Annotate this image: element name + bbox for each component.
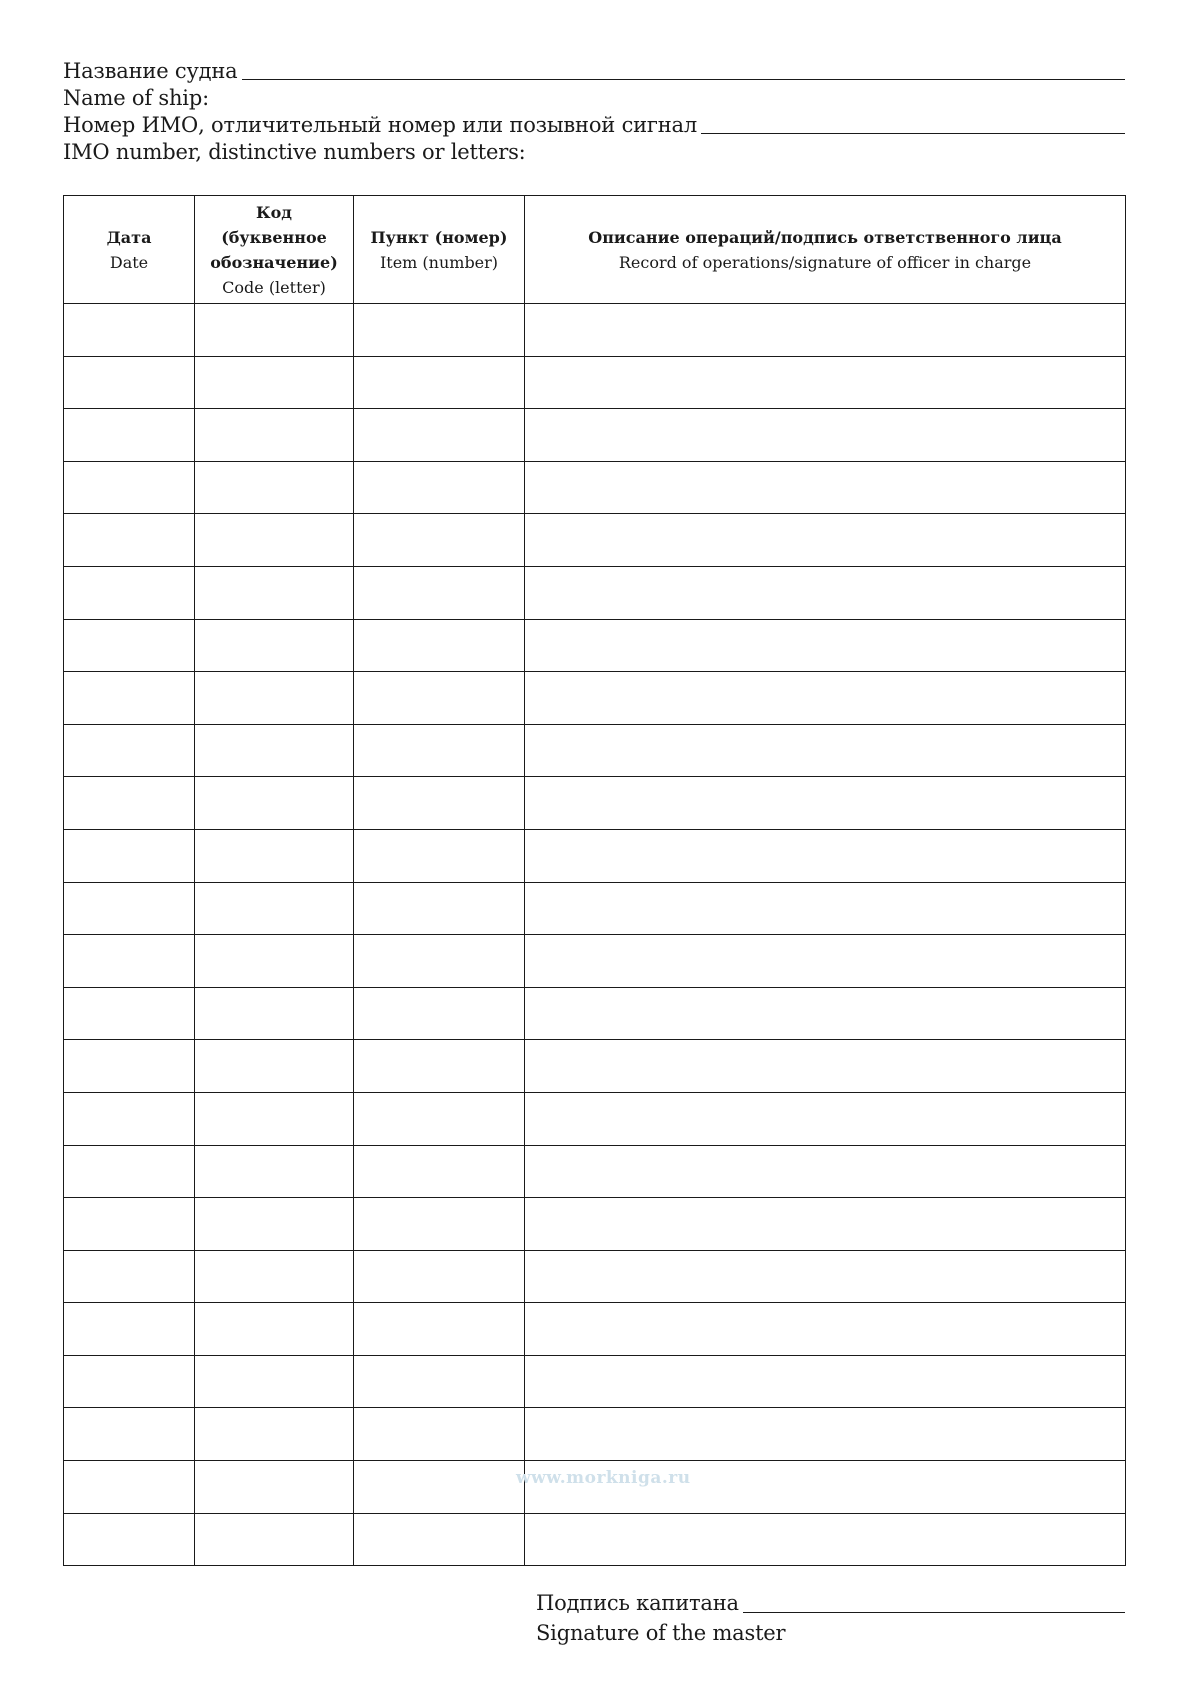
item-cell[interactable] [354,461,525,514]
item-cell[interactable] [354,1513,525,1566]
item-cell[interactable] [354,1461,525,1514]
date-cell[interactable] [64,304,195,357]
table-row [64,882,1126,935]
record-cell[interactable] [525,672,1126,725]
code-cell[interactable] [195,1355,354,1408]
date-cell[interactable] [64,514,195,567]
record-cell[interactable] [525,882,1126,935]
item-cell[interactable] [354,1250,525,1303]
table-row [64,935,1126,988]
table-row [64,724,1126,777]
signature-line [536,1588,1125,1618]
code-cell[interactable] [195,672,354,725]
item-cell[interactable] [354,1092,525,1145]
table-row [64,514,1126,567]
table-row [64,1513,1126,1566]
imo-label-ru: Номер ИМО, отличительный номер или позывной сигнал [63,113,697,137]
record-cell[interactable] [525,1092,1126,1145]
signature-line-en [536,1618,1125,1648]
table-row [64,1303,1126,1356]
date-cell[interactable] [64,829,195,882]
table-row [64,304,1126,357]
date-cell[interactable] [64,1461,195,1514]
code-cell[interactable] [195,409,354,462]
watermark: www.morkniga.ru [516,1468,691,1488]
code-cell[interactable] [195,882,354,935]
signature-label-ru: Подпись капитана [536,1591,739,1615]
header-line: Описание операций/подпись ответственного лица [588,227,1062,247]
signature-label-en: Signature of the master [536,1621,786,1645]
date-cell[interactable] [64,1250,195,1303]
record-cell[interactable] [525,1513,1126,1566]
date-cell[interactable] [64,1513,195,1566]
date-cell[interactable] [64,935,195,988]
date-cell[interactable] [64,1198,195,1251]
record-cell[interactable] [525,461,1126,514]
item-cell[interactable] [354,409,525,462]
record-cell[interactable] [525,987,1126,1040]
column-header-item [354,196,525,304]
record-cell[interactable] [525,1198,1126,1251]
column-header-code [195,196,354,304]
item-cell[interactable] [354,514,525,567]
item-cell[interactable] [354,1198,525,1251]
date-cell[interactable] [64,987,195,1040]
code-cell[interactable] [195,1145,354,1198]
record-cell[interactable] [525,1145,1126,1198]
table-row [64,829,1126,882]
header-line: обозначение) [210,252,338,272]
date-cell[interactable] [64,672,195,725]
record-cell[interactable] [525,1355,1126,1408]
record-cell[interactable] [525,566,1126,619]
code-cell[interactable] [195,514,354,567]
table-body [64,304,1126,1566]
record-cell[interactable] [525,1250,1126,1303]
item-cell[interactable] [354,1145,525,1198]
code-cell[interactable] [195,724,354,777]
header-line: Дата [106,227,152,247]
header-line: Date [109,252,149,272]
table-row [64,356,1126,409]
signature-field[interactable] [743,1611,1125,1613]
code-cell[interactable] [195,1408,354,1461]
item-cell[interactable] [354,356,525,409]
date-cell[interactable] [64,409,195,462]
date-cell[interactable] [64,1303,195,1356]
imo-line [63,112,1125,139]
date-cell[interactable] [64,882,195,935]
code-cell[interactable] [195,1040,354,1093]
item-cell[interactable] [354,304,525,357]
item-cell[interactable] [354,987,525,1040]
code-cell[interactable] [195,1461,354,1514]
table-row [64,1092,1126,1145]
code-cell[interactable] [195,1198,354,1251]
item-cell[interactable] [354,672,525,725]
date-cell[interactable] [64,1092,195,1145]
code-cell[interactable] [195,987,354,1040]
imo-line-en [63,139,1125,166]
code-cell[interactable] [195,304,354,357]
date-cell[interactable] [64,777,195,830]
table-row [64,672,1126,725]
item-cell[interactable] [354,777,525,830]
record-cell[interactable] [525,935,1126,988]
date-cell[interactable] [64,1145,195,1198]
code-cell[interactable] [195,619,354,672]
item-cell[interactable] [354,1355,525,1408]
record-cell[interactable] [525,619,1126,672]
record-cell[interactable] [525,829,1126,882]
form-header [63,58,1125,166]
item-cell[interactable] [354,724,525,777]
date-cell[interactable] [64,1355,195,1408]
table-row [64,619,1126,672]
table-row [64,1355,1126,1408]
record-cell[interactable] [525,724,1126,777]
date-cell[interactable] [64,619,195,672]
ship-name-label-ru: Название судна [63,59,238,83]
column-header-date [64,196,195,304]
header-line: Пункт (номер) [370,227,508,247]
imo-field[interactable] [701,132,1125,134]
table-row [64,987,1126,1040]
code-cell[interactable] [195,1250,354,1303]
table-row [64,409,1126,462]
item-cell[interactable] [354,882,525,935]
item-cell[interactable] [354,935,525,988]
table-row [64,777,1126,830]
header-line: Item (number) [379,252,499,272]
code-cell[interactable] [195,356,354,409]
code-cell[interactable] [195,1513,354,1566]
table-row [64,1408,1126,1461]
date-cell[interactable] [64,356,195,409]
header-line: Record of operations/signature of officer in charge [618,252,1032,272]
date-cell[interactable] [64,566,195,619]
header-line: Code (letter) [222,277,326,297]
ship-name-line [63,58,1125,85]
record-cell[interactable] [525,514,1126,567]
record-cell[interactable] [525,409,1126,462]
header-line: (буквенное [221,227,327,247]
code-cell[interactable] [195,1303,354,1356]
date-cell[interactable] [64,461,195,514]
operations-table [63,195,1126,1566]
code-cell[interactable] [195,935,354,988]
item-cell[interactable] [354,1408,525,1461]
table-row [64,1145,1126,1198]
ship-name-line-en [63,85,1125,112]
date-cell[interactable] [64,1408,195,1461]
record-cell[interactable] [525,304,1126,357]
item-cell[interactable] [354,1040,525,1093]
code-cell[interactable] [195,1092,354,1145]
code-cell[interactable] [195,566,354,619]
table-row [64,461,1126,514]
item-cell[interactable] [354,1303,525,1356]
code-cell[interactable] [195,777,354,830]
code-cell[interactable] [195,829,354,882]
ship-name-label-en: Name of ship: [63,86,209,110]
ship-name-field[interactable] [242,78,1126,80]
record-cell[interactable] [525,1303,1126,1356]
column-header-record [525,196,1126,304]
item-cell[interactable] [354,829,525,882]
record-cell[interactable] [525,356,1126,409]
item-cell[interactable] [354,619,525,672]
record-cell[interactable] [525,777,1126,830]
date-cell[interactable] [64,1040,195,1093]
record-cell[interactable] [525,1408,1126,1461]
table-header-row [64,196,1126,304]
imo-label-en: IMO number, distinctive numbers or letters: [63,140,526,164]
item-cell[interactable] [354,566,525,619]
date-cell[interactable] [64,724,195,777]
table-row [64,1250,1126,1303]
table-row [64,1040,1126,1093]
table-row [64,566,1126,619]
header-line: Код [256,202,292,222]
table-row [64,1198,1126,1251]
code-cell[interactable] [195,461,354,514]
record-cell[interactable] [525,1040,1126,1093]
signature-block [536,1588,1125,1648]
